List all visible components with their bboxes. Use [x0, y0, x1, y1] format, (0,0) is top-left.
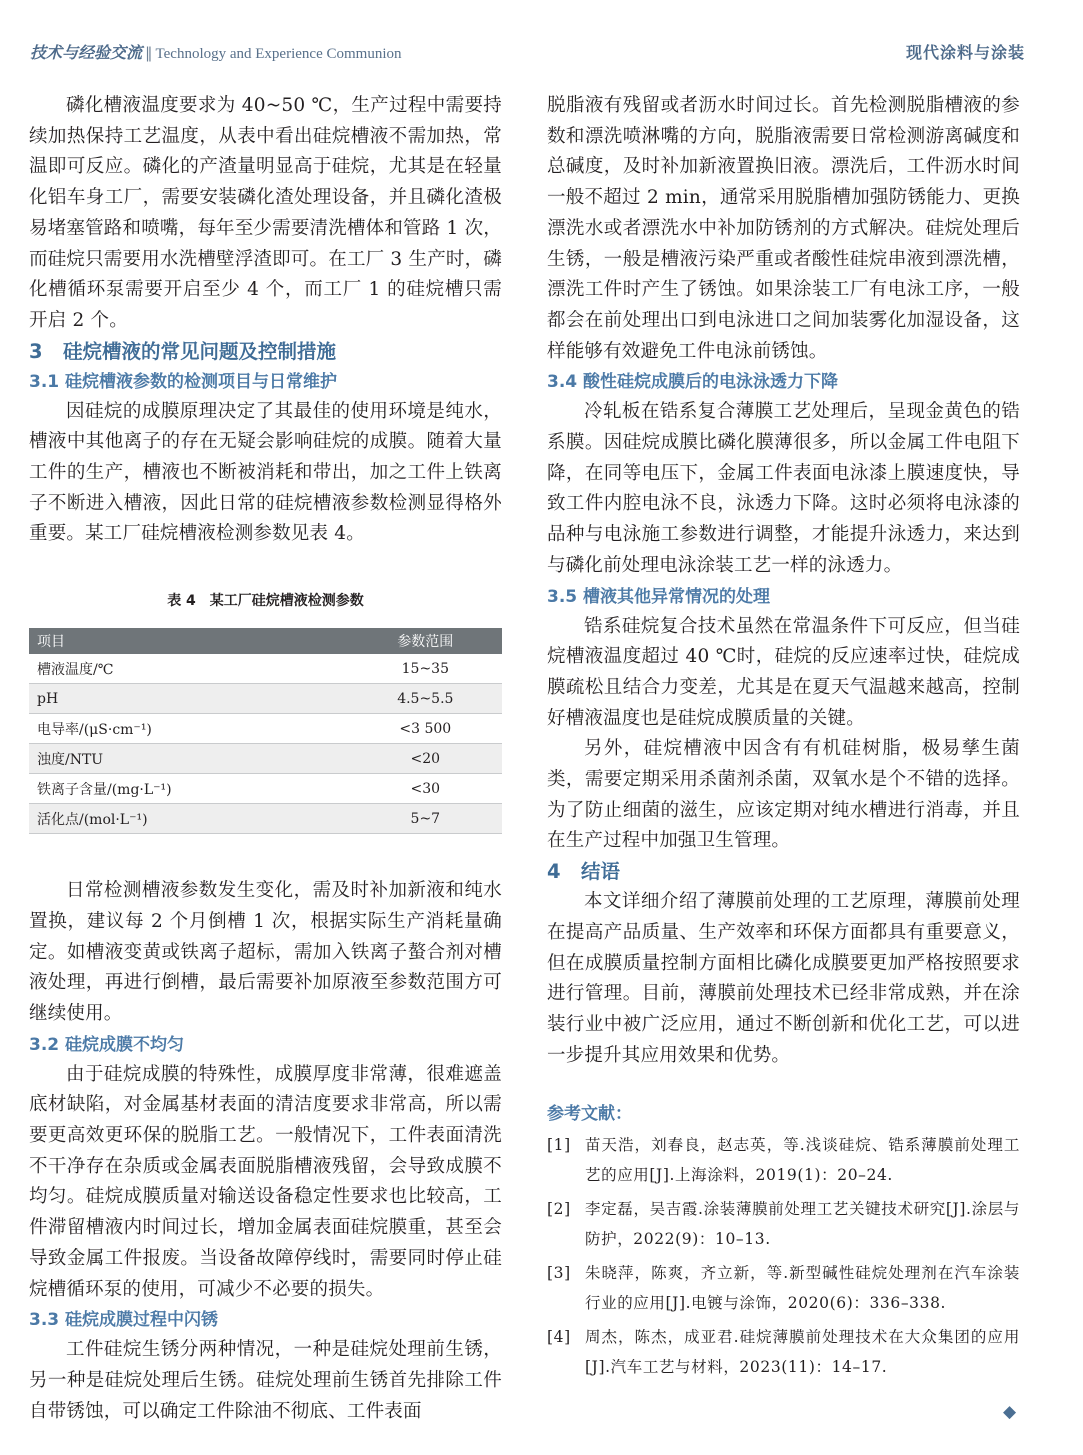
subsection-heading-3-4: 3.4 酸性硅烷成膜后的电泳泳透力下降	[547, 372, 838, 393]
reference-item: [3] 朱晓萍，陈爽，齐立新，等.新型碱性硅烷处理剂在汽车涂装行业的应用[J].电镀与涂饰，2020(6)：336–338.	[547, 1264, 1020, 1313]
left-column	[29, 91, 502, 1427]
header-journal-name: 现代涂料与涂装	[905, 43, 1025, 62]
table-cell: <20	[349, 744, 502, 774]
header-left	[30, 40, 402, 63]
paragraph: 锆系硅烷复合技术虽然在常温条件下可反应，但当硅烷槽液温度超过 40 ℃时，硅烷的反应速率过快，硅烷成膜疏松且结合力变差，尤其是在夏天气温越来越高，控制好槽液温度也是硅烷成膜质量的关键。	[547, 615, 1020, 729]
header-separator: ‖	[145, 44, 153, 62]
references-heading: 参考文献：	[547, 1104, 632, 1125]
table-row	[29, 774, 502, 804]
table-cell: 5~7	[349, 804, 502, 834]
parameter-table	[29, 628, 502, 834]
table-cell: 15~35	[349, 654, 502, 684]
paragraph: 因硅烷的成膜原理决定了其最佳的使用环境是纯水，槽液中其他离子的存在无疑会影响硅烷的成膜。随着大量工件的生产，槽液也不断被消耗和带出，加之工件上铁离子不断进入槽液，因此日常的硅烷槽液参数检测显得格外重要。某工厂硅烷槽液检测参数见表 4。	[29, 400, 502, 545]
reference-item: [2] 李定磊，吴吉霞.涂装薄膜前处理工艺关键技术研究[J].涂层与防护，2022(9)：10–13.	[547, 1200, 1020, 1249]
paragraph: 本文详细介绍了薄膜前处理的工艺原理，薄膜前处理在提高产品质量、生产效率和环保方面都具有重要意义，但在成膜质量控制方面相比磷化成膜要更加严格按照要求进行管理。目前，薄膜前处理技术已经非常成熟，并在涂装行业中被广泛应用，通过不断创新和优化工艺，可以进一步提升其应用效果和优势。	[547, 891, 1020, 1066]
table-header-row	[29, 628, 502, 654]
header-section-cn: 技术与经验交流	[30, 43, 143, 62]
table-caption: 表 4 某工厂硅烷槽液检测参数	[167, 593, 364, 610]
reference-item: [1] 苗天浩，刘春良，赵志英，等.浅谈硅烷、锆系薄膜前处理工艺的应用[J].上海涂料，2019(1)：20–24.	[547, 1136, 1020, 1185]
right-column	[547, 91, 1020, 1386]
subsection-heading-3-2: 3.2 硅烷成膜不均匀	[29, 1034, 184, 1055]
table-cell: 铁离子含量/(mg·L⁻¹)	[29, 774, 349, 804]
header-section-en: Technology and Experience Communion	[155, 46, 402, 62]
table-row	[29, 654, 502, 684]
table-cell: 槽液温度/℃	[29, 654, 349, 684]
section-heading-3: 3 硅烷槽液的常见问题及控制措施	[29, 339, 337, 363]
table-row	[29, 744, 502, 774]
paragraph: 由于硅烷成膜的特殊性，成膜厚度非常薄，很难遮盖底材缺陷，对金属基材表面的清洁度要求非常高，所以需要更高效更环保的脱脂工艺。一般情况下，工件表面清洗不干净存在杂质或金属表面脱脂槽液残留，会导致成膜不均匀。硅烷成膜质量对输送设备稳定性要求也比较高，工件滞留槽液内时间过长，增加金属表面硅烷膜重，甚至会导致金属工件报废。当设备故障停线时，需要同时停止硅烷槽循环泵的使用，可减少不必要的损失。	[29, 1063, 502, 1300]
table-cell: <30	[349, 774, 502, 804]
running-header	[30, 36, 1025, 66]
table-cell: pH	[29, 684, 349, 714]
reference-item: [4] 周杰，陈杰，成亚君.硅烷薄膜前处理技术在大众集团的应用[J].汽车工艺与材料，2023(11)：14–17.	[547, 1328, 1020, 1377]
paragraph: 另外，硅烷槽液中因含有有机硅树脂，极易孳生菌类，需要定期采用杀菌剂杀菌，双氧水是个不错的选择。为了防止细菌的滋生，应该定期对纯水槽进行消毒，并且在生产过程中加强卫生管理。	[547, 738, 1020, 852]
subsection-heading-3-1: 3.1 硅烷槽液参数的检测项目与日常维护	[29, 371, 337, 392]
paragraph: 冷轧板在锆系复合薄膜工艺处理后，呈现金黄色的锆系膜。因硅烷成膜比磷化膜薄很多，所以金属工件电阻下降，在同等电压下，金属工件表面电泳漆上膜速度快，导致工件内腔电泳不良，泳透力下降。这时必须将电泳漆的品种与电泳施工参数进行调整，才能提升泳透力，来达到与磷化前处理电泳涂装工艺一样的泳透力。	[547, 401, 1020, 576]
table-cell: 活化点/(mol·L⁻¹)	[29, 804, 349, 834]
subsection-heading-3-5: 3.5 槽液其他异常情况的处理	[547, 586, 770, 607]
paragraph: 脱脂液有残留或者沥水时间过长。首先检测脱脂槽液的参数和漂洗喷淋嘴的方向，脱脂液需要日常检测游离碱度和总碱度，及时补加新液置换旧液。漂洗后，工件沥水时间一般不超过 2 min，通常采用脱脂槽加强防锈能力、更换漂洗水或者漂洗水中补加防锈剂的方式解决。硅烷处理后生锈，一般是槽液污染严重或者酸性硅烷串液到漂洗槽，漂洗工件时产生了锈蚀。如果涂装工厂有电泳工序，一般都会在前处理出口到电泳进口之间加装雾化加湿设备，这样能够有效避免工件电泳前锈蚀。	[547, 95, 1020, 362]
table-cell: 4.5~5.5	[349, 684, 502, 714]
table-cell: 浊度/NTU	[29, 744, 349, 774]
paragraph: 工件硅烷生锈分两种情况，一种是硅烷处理前生锈，另一种是硅烷处理后生锈。硅烷处理前生锈首先排除工件自带锈蚀，可以确定工件除油不彻底、工件表面	[29, 1339, 502, 1422]
table-header-range: 参数范围	[349, 628, 502, 654]
paragraph: 磷化槽液温度要求为 40~50 ℃，生产过程中需要持续加热保持工艺温度，从表中看出硅烷槽液不需加热，常温即可反应。磷化的产渣量明显高于硅烷，尤其是在轻量化铝车身工厂，需要安装磷化渣处理设备，并且磷化渣极易堵塞管路和喷嘴，每年至少需要清洗槽体和管路 1 次，而硅烷只需要用水洗槽壁浮渣即可。在工厂 3 生产时，磷化槽循环泵需要开启至少 4 个，而工厂 1 的硅烷槽只需开启 2 个。	[29, 95, 502, 331]
table-cell: 电导率/(μS·cm⁻¹)	[29, 714, 349, 744]
section-heading-4: 4 结语	[547, 860, 621, 884]
table-row	[29, 684, 502, 714]
table-row	[29, 804, 502, 834]
subsection-heading-3-3: 3.3 硅烷成膜过程中闪锈	[29, 1310, 218, 1331]
paragraph: 日常检测槽液参数发生变化，需及时补加新液和纯水置换，建议每 2 个月倒槽 1 次，根据实际生产消耗量确定。如槽液变黄或铁离子超标，需加入铁离子螯合剂对槽液处理，再进行倒槽，最后需要补加原液至参数范围方可继续使用。	[29, 880, 502, 1024]
table-row	[29, 714, 502, 744]
table-header-item: 项目	[29, 628, 349, 654]
table-cell: <3 500	[349, 714, 502, 744]
end-mark-icon: ◆	[1003, 1402, 1017, 1422]
